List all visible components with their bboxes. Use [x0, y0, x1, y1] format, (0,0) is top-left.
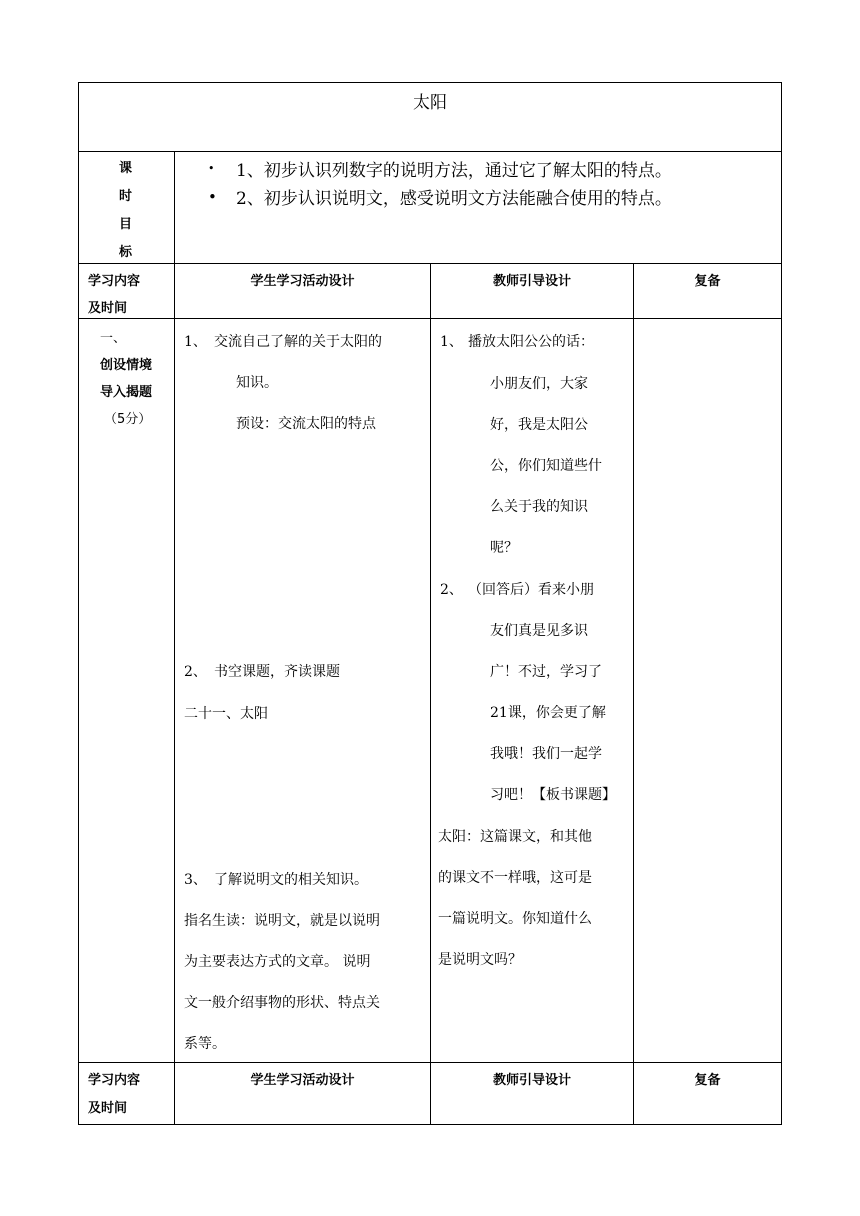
student-item3-line4: 文一般介绍事物的形状、特点关 [184, 995, 380, 1011]
table-col-divider-3 [633, 263, 634, 1125]
table-border-right [781, 82, 782, 1125]
teacher-tail-line2: 的课文不一样哦，这可是 [438, 870, 592, 886]
teacher-item2-number: 2、 [440, 582, 463, 598]
repeat-header-col1-line1: 学习内容 [88, 1073, 141, 1088]
student-item1-text-cont: 知识。 [236, 375, 278, 391]
student-item1-number: 1、 [184, 334, 207, 350]
header-col2: 学生学习活动设计 [250, 274, 355, 289]
teacher-item1-quote-line1: 小朋友们，大家 [490, 376, 588, 392]
teacher-item1-quote-line2: 好，我是太阳公 [490, 417, 588, 433]
teacher-item1-quote-line3: 公，你们知道些什 [490, 458, 602, 474]
teacher-tail-line1: 太阳：这篇课文，和其他 [438, 829, 592, 845]
table-col-divider-1 [174, 151, 175, 1125]
objective-label-char-3: 目 [119, 217, 133, 232]
student-item1-text: 交流自己了解的关于太阳的 [214, 334, 382, 350]
objective-item-2: 2、初步认识说明文，感受说明文方法能融合使用的特点。 [236, 189, 672, 209]
header-col1-line1: 学习内容 [88, 274, 141, 289]
teacher-item2-line1: 友们真是见多识 [490, 623, 588, 639]
repeat-header-col1-line2: 及时间 [88, 1101, 128, 1116]
teacher-item1-quote-line5: 呢？ [490, 540, 518, 556]
teacher-item2-line5: 习吧！【板书课题】 [490, 787, 616, 803]
objective-item-1: 1、初步认识列数字的说明方法，通过它了解太阳的特点。 [236, 161, 672, 181]
student-item3-line2: 指名生读：说明文，就是以说明 [184, 913, 380, 929]
table-border-left [78, 82, 79, 1125]
section-time: （5分） [104, 412, 152, 427]
section-name-line2: 导入揭题 [100, 385, 153, 400]
teacher-item1-text: 播放太阳公公的话： [468, 334, 594, 350]
header-col4: 复备 [694, 274, 721, 289]
teacher-item2-line3: 21课，你会更了解 [490, 705, 606, 721]
header-col1-line2: 及时间 [88, 301, 128, 316]
section-number: 一、 [100, 331, 127, 346]
teacher-item2-text: （回答后）看来小朋 [468, 582, 594, 598]
section-name-line1: 创设情境 [100, 358, 153, 373]
objective-label-char-2: 时 [119, 189, 133, 204]
student-item3-line5: 系等。 [184, 1036, 226, 1052]
table-col-divider-2 [430, 263, 431, 1125]
objective-label-char-1: 课 [119, 161, 133, 176]
table-rule-after-title [78, 151, 782, 152]
student-item2-text: 书空课题，齐读课题 [214, 664, 340, 680]
objective-label-char-4: 标 [119, 245, 133, 260]
teacher-item1-quote-line4: 么关于我的知识 [490, 499, 588, 515]
teacher-tail-line3: 一篇说明文。你知道什么 [438, 911, 592, 927]
student-item2-number: 2、 [184, 664, 207, 680]
student-item1-preset: 预设：交流太阳的特点 [236, 416, 376, 432]
repeat-header-col3: 教师引导设计 [492, 1073, 571, 1088]
student-item3-line3: 为主要表达方式的文章。 说明 [184, 954, 371, 970]
student-item3-number: 3、 [184, 872, 207, 888]
page-title: 太阳 [413, 93, 447, 113]
table-border-top [78, 82, 782, 83]
teacher-tail-line4: 是说明文吗？ [438, 952, 522, 968]
student-item2-title: 二十一、太阳 [184, 706, 268, 722]
repeat-header-col4: 复备 [694, 1073, 721, 1088]
teacher-item1-number: 1、 [440, 334, 463, 350]
student-item3-text: 了解说明文的相关知识。 [214, 872, 368, 888]
teacher-item2-line2: 广！不过，学习了 [490, 664, 602, 680]
bullet-dot-icon: • [208, 162, 215, 175]
repeat-header-col2: 学生学习活动设计 [250, 1073, 355, 1088]
header-col3: 教师引导设计 [492, 274, 571, 289]
bullet-dot-icon: • [208, 188, 217, 206]
teacher-item2-line4: 我哦！我们一起学 [490, 746, 602, 762]
